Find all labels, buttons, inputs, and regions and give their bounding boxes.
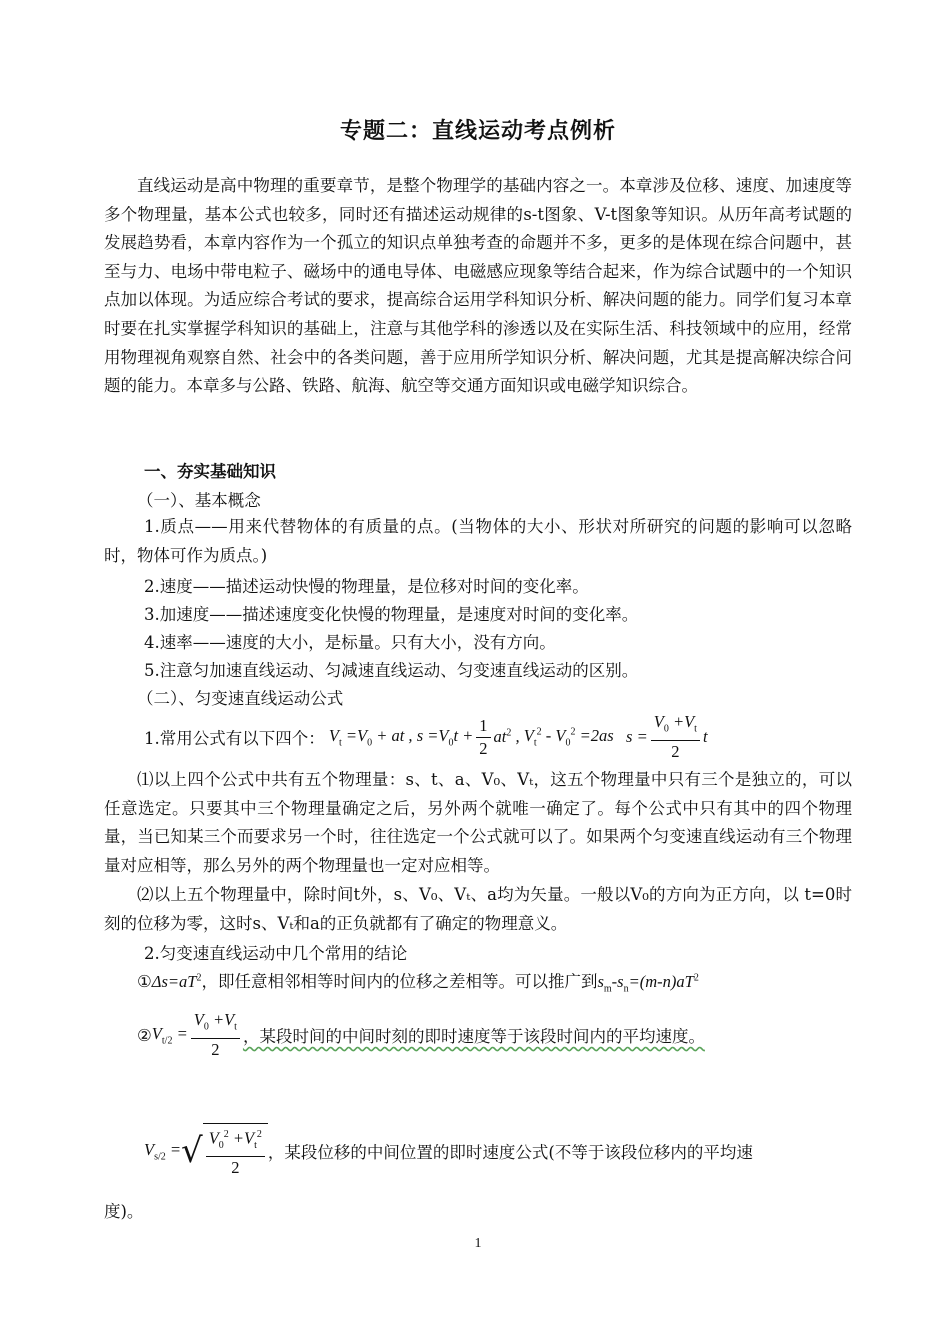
conclusion-3-lhs: $V_{s/2}$ = xyxy=(144,1139,182,1163)
concept-item-2: 2.速度——描述运动快慢的物理量，是位移对时间的变化率。 xyxy=(144,577,589,596)
conclusion-2-fraction: $\frac{V_0 +V_t}{2}$ xyxy=(191,1009,240,1061)
conclusion-3 xyxy=(144,1116,892,1186)
formula-average-fraction: $\frac{V_0 +V_t}{2}$ xyxy=(651,711,700,763)
conclusion-1 xyxy=(137,968,885,994)
conclusion-2-lhs: $V_{t/2}$ = xyxy=(151,1023,188,1047)
conclusion-2-text: ，某段时间的中间时刻的即时速度等于该段时间内的平均速度。 xyxy=(242,1027,705,1046)
formula-average-tail: t xyxy=(702,727,708,746)
subsection-heading-formulas: （二）、匀变速直线运动公式 xyxy=(137,689,344,708)
document-page xyxy=(104,0,852,1342)
formula-line xyxy=(144,712,892,762)
concept-item-4: 4.速率——速度的大小，是标量。只有大小，没有方向。 xyxy=(144,633,556,652)
formula-fraction-half: $\frac{1}{2}$ xyxy=(476,715,490,760)
page-number: 1 xyxy=(474,1236,482,1251)
conclusion-1-marker: ① xyxy=(137,972,152,991)
section-heading: 一、夯实基础知识 xyxy=(144,462,276,481)
conclusion-3-fraction: $\frac{V_0^2 +V_t^2}{2}$ xyxy=(206,1124,265,1180)
conclusion-1-general: $s_m-s_n=(m-n)aT^2$ xyxy=(597,972,699,995)
formula-intro: 1.常用公式有以下四个： xyxy=(144,729,325,748)
conclusion-2 xyxy=(137,1000,885,1070)
note-1-text: ⑴以上四个公式中共有五个物理量：s、t、a、V₀、Vₜ，这五个物理量中只有三个是独立的，可以任意选定。只要其中三个物理量确定之后，另外两个就唯一确定了。每个公式中只有其中的四个物理量，当已知某三个而要求另一个时，往往选定一个公式就可以了。如果两个匀变速直线运动有三个物理量对应相等，那么另外的两个物理量也一定对应相等。 xyxy=(104,770,852,875)
intro-paragraph: 直线运动是高中物理的重要章节，是整个物理学的基础内容之一。本章涉及位移、速度、加速度等多个物理量，基本公式也较多，同时还有描述运动规律的s-t图象、V-t图象等知识。从历年高考试题的发展趋势看，本章内容作为一个孤立的知识点单独考查的命题并不多，更多的是体现在综合问题中，甚至与力、电场中带电粒子、磁场中的通电导体、电磁感应现象等结合起来，作为综合试题中的一个知识点加以体现。为适应综合考试的要求，提高综合运用学科知识分析、解决问题的能力。同学们复习本章时要在扎实掌握学科知识的基础上，注意与其他学科的渗透以及在实际生活、科技领域中的应用，经常用物理视角观察自然、社会中的各类问题，善于应用所学知识分析、解决问题，尤其是提高解决综合问题的能力。本章多与公路、铁路、航海、航空等交通方面知识或电磁学知识综合。 xyxy=(104,176,852,396)
conclusion-3-tail: 度)。 xyxy=(104,1202,144,1221)
concept-item-3: 3.加速度——描述速度变化快慢的物理量，是速度对时间的变化率。 xyxy=(144,605,639,624)
note-1 xyxy=(104,766,852,880)
conclusion-1-text: ，即任意相邻相等时间内的位移之差相等。可以推广到 xyxy=(201,972,598,991)
sqrt-sign: √ xyxy=(181,1130,203,1171)
conclusion-2-marker: ② xyxy=(137,1025,152,1045)
formula-displacement: $s =V_0t$ + xyxy=(412,725,474,749)
conclusion-3-sqrt xyxy=(181,1123,268,1180)
page-title: 专题二：直线运动考点例析 xyxy=(339,119,616,144)
conclusion-3-text: ，某段位移的中间位置的即时速度公式(不等于该段位移内的平均速 xyxy=(267,1143,753,1162)
concept-item-1: 1.质点——用来代替物体的有质量的点。(当物体的大小、形状对所研究的问题的影响可以忽略时，物体可作为质点。) xyxy=(104,517,852,565)
concept-item-5: 5.注意匀加速直线运动、匀减速直线运动、匀变速直线运动的区别。 xyxy=(144,661,639,680)
conclusions-heading: 2.匀变速直线运动中几个常用的结论 xyxy=(144,944,408,963)
sqrt-body xyxy=(203,1123,268,1180)
note-2: ⑵以上五个物理量中，除时间t外，s、V₀、Vₜ、a均为矢量。一般以V₀的方向为正方向，以 t=0时刻的位移为零，这时s、Vₜ和a的正负就都有了确定的物理意义。 xyxy=(104,885,852,933)
formula-displacement-tail: $at^2$ , xyxy=(493,727,520,746)
conclusion-1-formula: $\Delta s=aT^2$ xyxy=(151,972,202,991)
formula-average: s = xyxy=(613,727,648,746)
subsection-heading-basic-concepts: （一）、基本概念 xyxy=(137,491,261,510)
formula-velocity: $V_t =V_0$ + at , xyxy=(324,725,413,749)
formula-velocity-squared: $V_t^2 - V_0^2 =2as$ xyxy=(519,725,614,749)
